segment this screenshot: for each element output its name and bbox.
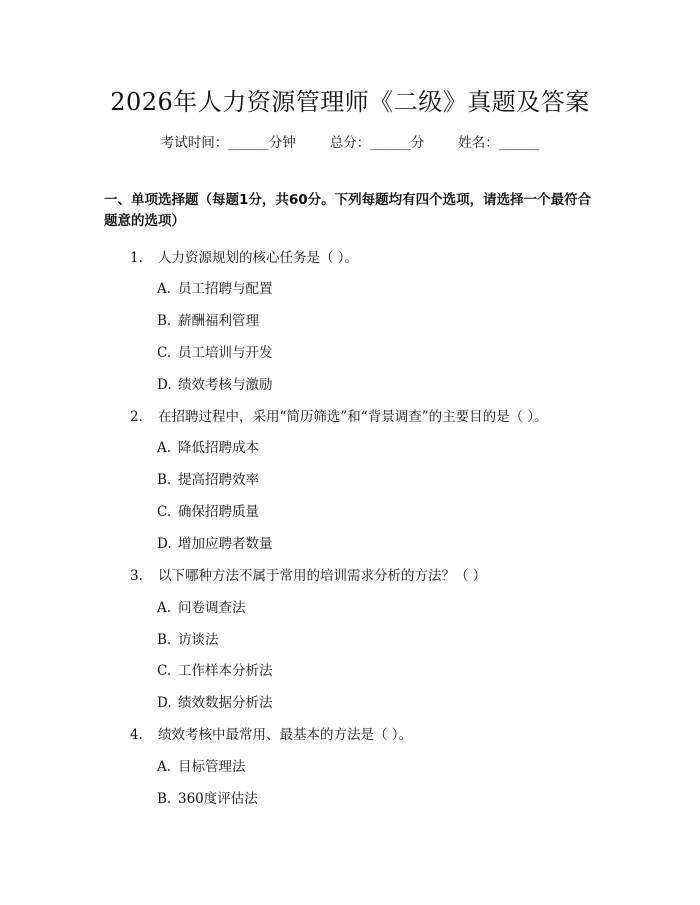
option-letter: B. [157,472,172,488]
option-1c [157,341,273,361]
page-title: 2026年人力资源管理师《二级》真题及答案 [110,88,590,116]
option-letter: B. [157,632,172,648]
option-3d [157,691,273,711]
option-text: 访谈法 [178,632,219,648]
total-score-field: 总分：______分 [329,135,425,151]
option-text: 员工培训与开发 [178,345,273,361]
option-text: 提高招聘效率 [178,472,259,488]
option-letter: B. [157,313,172,329]
question-text: 绩效考核中最常用、最基本的方法是（ ）。 [158,727,413,743]
option-letter: D. [157,695,172,711]
option-text: 工作样本分析法 [178,663,273,679]
name-field: 姓名：______ [458,135,540,151]
option-1a [157,277,273,297]
option-text: 确保招聘质量 [178,504,259,520]
question-1 [130,246,358,266]
option-letter: B. [157,791,172,807]
exam-meta [0,131,700,151]
option-letter: A. [157,281,172,297]
question-number: 2. [130,409,143,425]
option-2a [157,436,259,456]
section-heading: 一、单项选择题（每题1分，共60分。下列每题均有四个选项，请选择一个最符合题意的选项） [104,192,592,229]
option-letter: C. [157,504,172,520]
option-4b [157,787,258,807]
question-text: 人力资源规划的核心任务是（ ）。 [158,250,359,266]
option-text: 问卷调查法 [178,600,246,616]
option-letter: C. [157,663,172,679]
option-3a [157,596,246,616]
question-2 [130,405,548,425]
option-text: 薪酬福利管理 [178,313,259,329]
option-3b [157,628,219,648]
option-letter: D. [157,377,172,393]
option-3c [157,659,273,679]
question-text: 以下哪种方法不属于常用的培训需求分析的方法？（ ） [158,568,487,584]
option-text: 360度评估法 [178,791,258,807]
option-2d [157,532,273,552]
option-text: 增加应聘者数量 [178,536,273,552]
question-number: 3. [130,568,143,584]
option-4a [157,755,246,775]
question-number: 1. [130,250,143,266]
option-1b [157,309,259,329]
option-text: 目标管理法 [178,759,246,775]
exam-time-field: 考试时间：______分钟 [160,135,296,151]
option-letter: A. [157,440,172,456]
option-letter: A. [157,600,172,616]
option-text: 降低招聘成本 [178,440,259,456]
option-1d [157,373,273,393]
question-text: 在招聘过程中，采用“简历筛选”和“背景调查”的主要目的是（ ）。 [158,409,548,425]
option-letter: C. [157,345,172,361]
option-letter: D. [157,536,172,552]
question-3 [130,564,486,584]
option-text: 绩效考核与激励 [178,377,273,393]
option-text: 绩效数据分析法 [178,695,273,711]
question-number: 4. [130,727,143,743]
question-4 [130,723,412,743]
option-2b [157,468,259,488]
option-2c [157,500,259,520]
option-text: 员工招聘与配置 [178,281,273,297]
option-letter: A. [157,759,172,775]
